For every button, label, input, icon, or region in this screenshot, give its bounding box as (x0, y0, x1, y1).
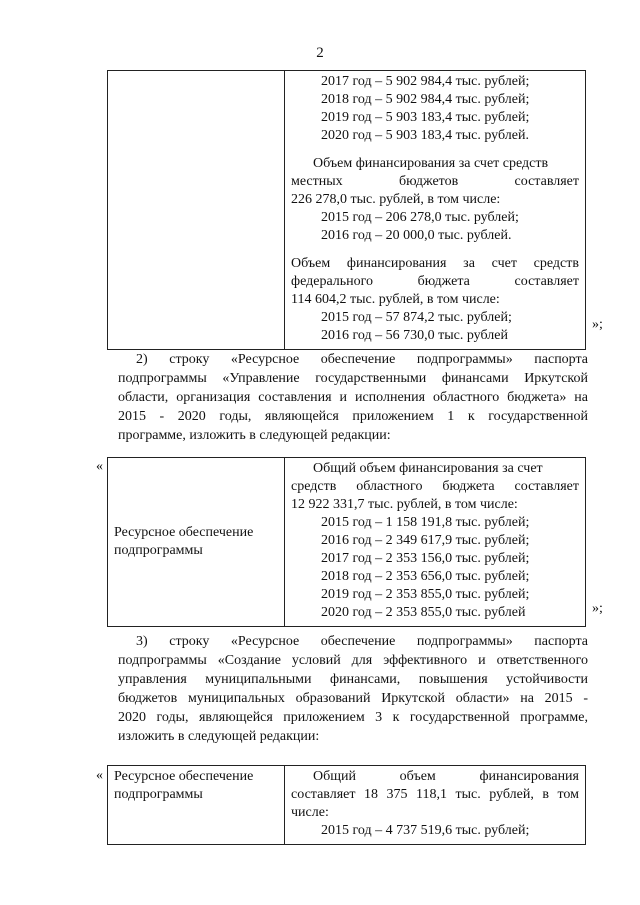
table2-right-cell (285, 458, 586, 627)
federal-budget-line: федерального бюджета составляет (291, 274, 579, 289)
paragraph-line: бюджетов муниципальных образований Иркутской области» на 2015 - (118, 691, 588, 706)
local-budget-line: местных бюджетов составляет (291, 174, 579, 189)
paragraph-line: 3) строку «Ресурсное обеспечение подпрограммы» паспорта (136, 634, 588, 649)
paragraph-2 (118, 350, 588, 445)
paragraph-3 (118, 632, 588, 746)
paragraph-line: 2015 - 2020 годы, являющейся приложением 1 к государственной (118, 409, 588, 424)
total-funding-line: составляет 18 375 118,1 тыс. рублей, в том (291, 787, 579, 802)
total-funding-line: Общий объем финансирования (313, 769, 579, 784)
resource-label: Ресурсное обеспечение подпрограммы (114, 769, 254, 802)
paragraph-line: управления муниципальными финансами, повышения устойчивости (118, 672, 588, 687)
year-line: 2017 год – 5 902 984,4 тыс. рублей; (321, 74, 530, 89)
opening-quote: « (96, 768, 103, 783)
total-funding-line: числе: (291, 805, 329, 820)
year-line: 2018 год – 2 353 656,0 тыс. рублей; (321, 569, 530, 584)
year-line: 2016 год – 20 000,0 тыс. рублей. (321, 228, 512, 243)
year-line: 2015 год – 4 737 519,6 тыс. рублей; (321, 823, 530, 838)
year-line: 2016 год – 56 730,0 тыс. рублей (321, 328, 508, 343)
year-line: 2016 год – 2 349 617,9 тыс. рублей; (321, 533, 530, 548)
year-line: 2017 год – 2 353 156,0 тыс. рублей; (321, 551, 530, 566)
year-line: 2020 год – 5 903 183,4 тыс. рублей. (321, 128, 529, 143)
table3-right-cell (285, 766, 586, 845)
resource-label: Ресурсное обеспечение подпрограммы (114, 525, 254, 558)
paragraph-line: подпрограммы «Управление государственными финансами Иркутской (118, 371, 588, 386)
federal-budget-line: Объем финансирования за счет средств (291, 256, 579, 271)
table2-left-cell (108, 458, 285, 627)
year-line: 2018 год – 5 902 984,4 тыс. рублей; (321, 92, 530, 107)
year-line: 2019 год – 2 353 855,0 тыс. рублей; (321, 587, 530, 602)
paragraph-line: подпрограммы «Создание условий для эффективного и ответственного (118, 653, 588, 668)
total-funding-line: средств областного бюджета составляет (291, 479, 579, 494)
opening-quote: « (96, 459, 103, 474)
year-line: 2015 год – 1 158 191,8 тыс. рублей; (321, 515, 530, 530)
paragraph-line: 2020 годы, являющейся приложением 3 к государственной программе, (118, 710, 588, 725)
table3-left-cell (108, 766, 285, 845)
paragraph-line: области, организация составления и исполнения областного бюджета» на (118, 390, 588, 405)
year-line: 2015 год – 57 874,2 тыс. рублей; (321, 310, 512, 325)
year-line: 2020 год – 2 353 855,0 тыс. рублей (321, 605, 526, 620)
page-number: 2 (316, 45, 324, 61)
total-funding-line: Общий объем финансирования за счет (313, 461, 543, 476)
paragraph-line: изложить в следующей редакции: (118, 729, 320, 744)
funding-table-continued (107, 70, 586, 350)
local-budget-line: Объем финансирования за счет средств (313, 156, 549, 171)
paragraph-line: программе, изложить в следующей редакции: (118, 428, 391, 443)
total-funding-line: 12 922 331,7 тыс. рублей, в том числе: (291, 497, 518, 512)
closing-quote: »; (592, 317, 603, 332)
year-line: 2019 год – 5 903 183,4 тыс. рублей; (321, 110, 530, 125)
year-line: 2015 год – 206 278,0 тыс. рублей; (321, 210, 519, 225)
table1-left-cell (108, 71, 285, 350)
funding-table-3 (107, 765, 586, 845)
table1-right-cell (285, 71, 586, 350)
funding-table-2 (107, 457, 586, 627)
paragraph-line: 2) строку «Ресурсное обеспечение подпрограммы» паспорта (136, 352, 588, 367)
local-budget-line: 226 278,0 тыс. рублей, в том числе: (291, 192, 501, 207)
closing-quote: »; (592, 601, 603, 616)
federal-budget-line: 114 604,2 тыс. рублей, в том числе: (291, 292, 500, 307)
